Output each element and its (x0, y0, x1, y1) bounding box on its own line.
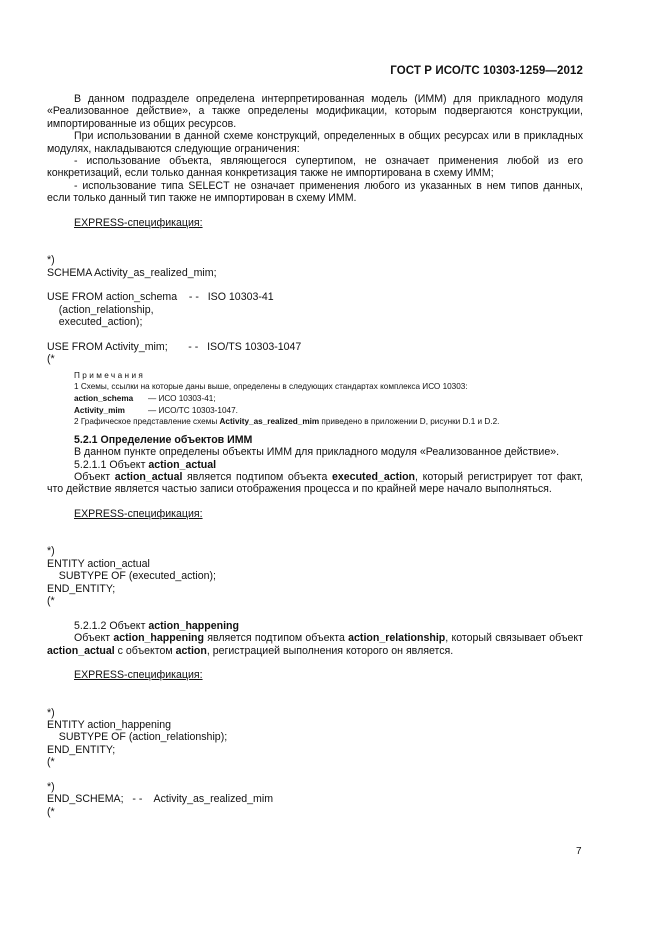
intro-paragraph-1: В данном подразделе определена интерпретированная модель (ИММ) для прикладного модуля «Реализованное действие», а также определены модификации, которым подвергаются конструкции, импортированные из общих ресурсов. (47, 93, 583, 130)
entity1-close-comment: (* (47, 595, 55, 608)
notes-block (47, 370, 583, 428)
action-actual-description: Объект action_actual является подтипом объекта executed_action, который регистрирует тот факт, что действие является частью записи отображения процесса и по крайней мере начало выполняться. (47, 471, 583, 496)
note-2: 2 Графическое представление схемы Activity_as_realized_mim приведено в приложении D, рисунки D.1 и D.2. (74, 417, 500, 427)
entity2-subtype: SUBTYPE OF (action_relationship); (47, 731, 228, 744)
section-5-2-1-heading: 5.2.1 Определение объектов ИММ (74, 433, 253, 446)
schema-declaration: SCHEMA Activity_as_realized_mim; (47, 266, 217, 279)
express-spec-label-3: EXPRESS-спецификация: (74, 669, 203, 682)
ref-activity-mim: Activity_mim (74, 405, 125, 415)
section-5-2-1-2-heading: 5.2.1.2 Объект action_happening (74, 619, 240, 632)
end-schema: END_SCHEMA; - - Activity_as_realized_mim (47, 793, 274, 806)
end-schema-close-comment: (* (47, 805, 55, 818)
restriction-item-2: - использование типа SELECT не означает применения любого из указанных в нем типов данных, если только данный тип также не импортирован в схему ИММ. (47, 179, 583, 205)
use-from-action-schema: USE FROM action_schema - - ISO 10303-41 (47, 291, 274, 304)
note-1: 1 Схемы, ссылки на которые даны выше, определены в следующих стандартах комплекса ИСО 10303: (74, 382, 468, 392)
use-from-item-1: (action_relationship, (47, 303, 154, 316)
section-5-2-1-1-heading: 5.2.1.1 Объект action_actual (74, 458, 217, 471)
use-from-item-2: executed_action); (47, 316, 143, 329)
action-happening-description: Объект action_happening является подтипом объекта action_relationship, который связывает объект action_actual с объектом action, регистрацией выполнения которого он является. (47, 632, 583, 657)
entity1-subtype: SUBTYPE OF (executed_action); (47, 570, 216, 583)
entity2-close-comment: (* (47, 756, 55, 769)
entity1-open-comment: *) (47, 545, 55, 558)
ref-action-schema: action_schema (74, 394, 134, 404)
use-from-activity-mim: USE FROM Activity_mim; - - ISO/TS 10303-1047 (47, 341, 302, 354)
ref-activity-mim-std: — ИСО/ТС 10303-1047. (148, 405, 238, 415)
entity1-declaration: ENTITY action_actual (47, 557, 150, 570)
document-header: ГОСТ Р ИСО/ТС 10303-1259—2012 (390, 65, 583, 77)
end-schema-open-comment: *) (47, 781, 55, 794)
schema-open-comment: *) (47, 254, 55, 267)
entity2-open-comment: *) (47, 706, 55, 719)
notes-label: Примечания (74, 370, 146, 380)
page-content (47, 93, 583, 818)
section-5-2-1-text: В данном пункте определены объекты ИММ для прикладного модуля «Реализованное действие». (74, 446, 560, 459)
entity2-end: END_ENTITY; (47, 743, 116, 756)
page-number: 7 (576, 846, 582, 857)
entity2-declaration: ENTITY action_happening (47, 719, 172, 732)
express-spec-label: EXPRESS-спецификация: (74, 217, 203, 230)
ref-action-schema-std: — ИСО 10303-41; (148, 394, 216, 404)
entity1-end: END_ENTITY; (47, 582, 116, 595)
schema-close-comment: (* (47, 353, 55, 366)
express-spec-label-2: EXPRESS-спецификация: (74, 508, 203, 521)
intro-paragraph-2: При использовании в данной схеме конструкций, определенных в общих ресурсах или в прикладных модулях, накладываются следующие ограничения: (47, 130, 583, 155)
restriction-item-1: - использование объекта, являющегося супертипом, не означает применения любой из его конкретизаций, если только данная конкретизация также не импортирована в схему ИММ; (47, 155, 583, 180)
